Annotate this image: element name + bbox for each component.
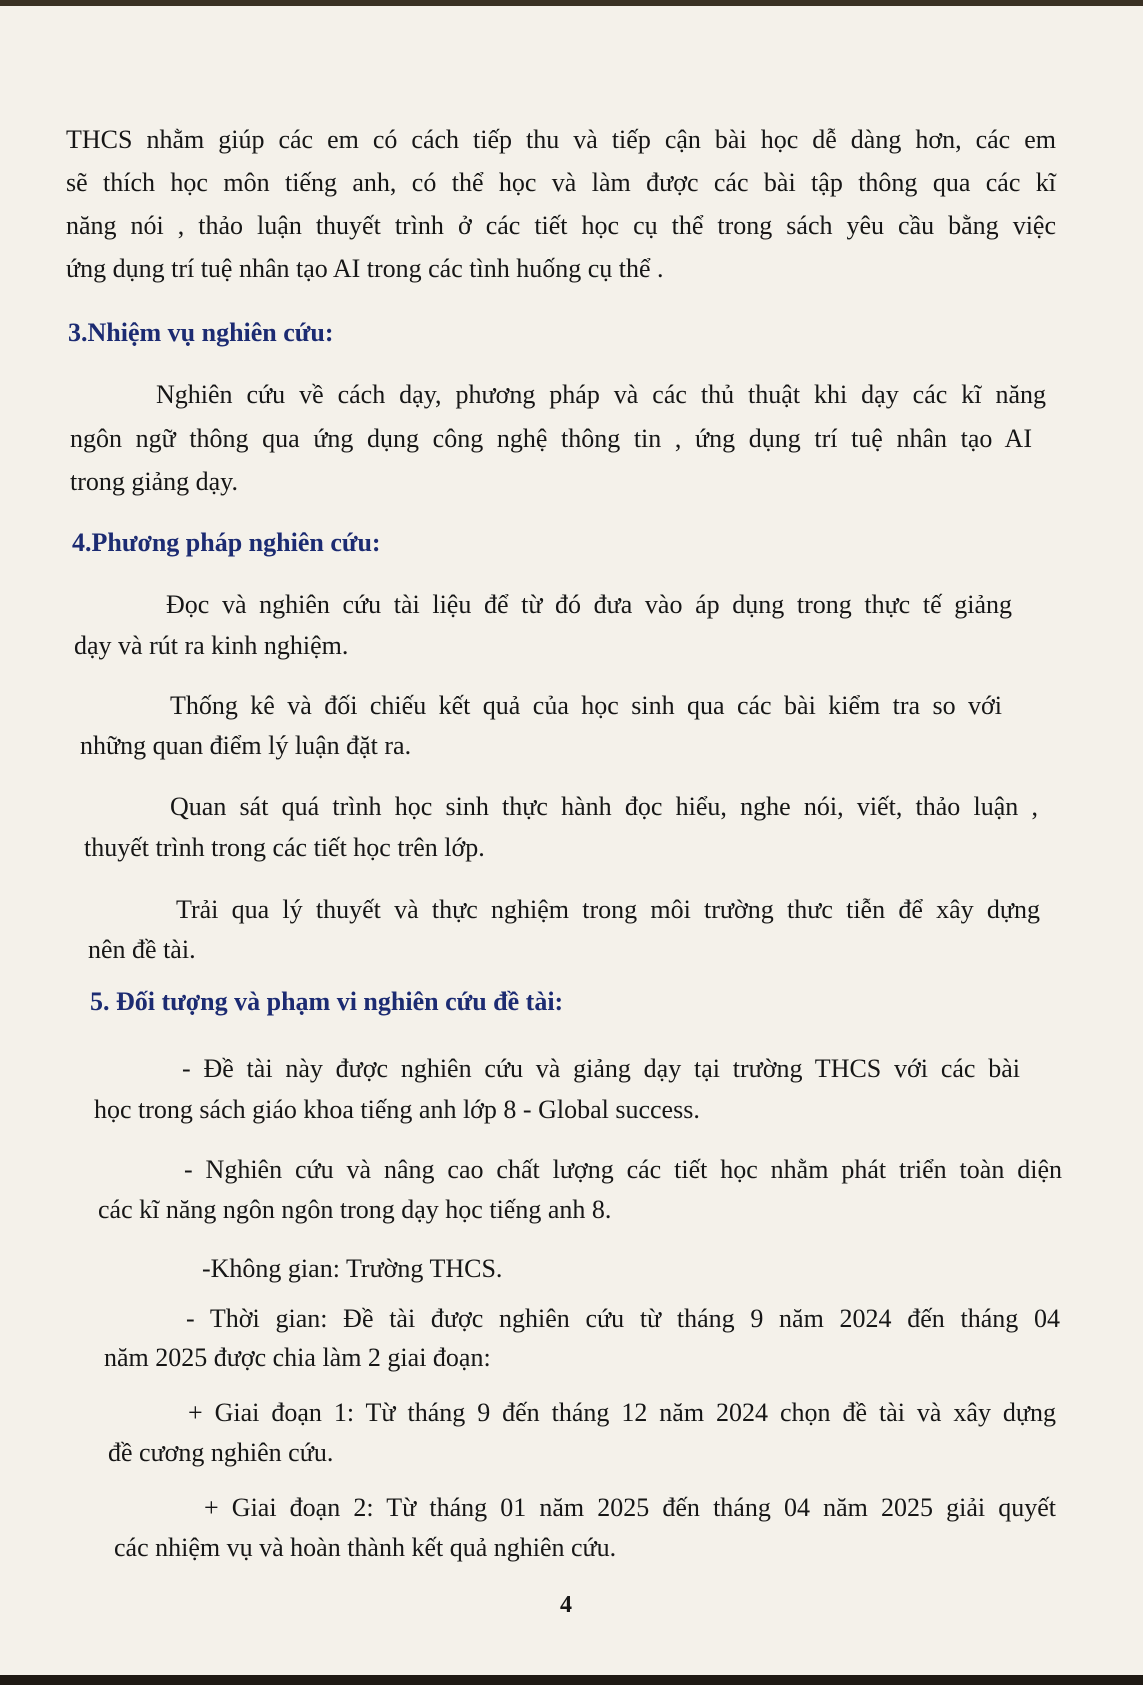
section-3-line-2: ngôn ngữ thông qua ứng dụng công nghệ thông tin , ứng dụng trí tuệ nhân tạo AI <box>70 424 1032 453</box>
section-5-p6-line-2: các nhiệm vụ và hoàn thành kết quả nghiên cứu. <box>114 1533 617 1562</box>
intro-line-4: ứng dụng trí tuệ nhân tạo AI trong các tình huống cụ thể . <box>66 254 664 283</box>
section-5-p4-line-1: - Thời gian: Đề tài được nghiên cứu từ tháng 9 năm 2024 đến tháng 04 <box>186 1304 1060 1333</box>
section-5-p2-line-2: các kĩ năng ngôn ngôn trong dạy học tiếng anh 8. <box>98 1195 612 1224</box>
section-4-p3-line-1: Quan sát quá trình học sinh thực hành đọc hiểu, nghe nói, viết, thảo luận , <box>170 792 1038 821</box>
section-5-p6-line-1: + Giai đoạn 2: Từ tháng 01 năm 2025 đến tháng 04 năm 2025 giải quyết <box>204 1493 1056 1522</box>
section-5-p5-line-2: đề cương nghiên cứu. <box>108 1438 334 1467</box>
intro-line-3: năng nói , thảo luận thuyết trình ở các tiết học cụ thể trong sách yêu cầu bằng việc <box>66 211 1056 240</box>
intro-line-2: sẽ thích học môn tiếng anh, có thể học và làm được các bài tập thông qua các kĩ <box>66 168 1056 197</box>
section-3-line-3: trong giảng dạy. <box>70 467 238 496</box>
section-4-p2-line-2: những quan điểm lý luận đặt ra. <box>80 731 412 760</box>
section-4-p2-line-1: Thống kê và đối chiếu kết quả của học sinh qua các bài kiểm tra so với <box>170 691 1002 720</box>
section-5-space-line: -Không gian: Trường THCS. <box>202 1254 503 1283</box>
section-5-p4-line-2: năm 2025 được chia làm 2 giai đoạn: <box>104 1343 491 1372</box>
section-5-p5-line-1: + Giai đoạn 1: Từ tháng 9 đến tháng 12 năm 2024 chọn đề tài và xây dựng <box>188 1398 1056 1427</box>
section-5-p2-line-1: - Nghiên cứu và nâng cao chất lượng các tiết học nhằm phát triển toàn diện <box>184 1155 1062 1184</box>
section-4-p4-line-1: Trải qua lý thuyết và thực nghiệm trong môi trường thưc tiễn để xây dựng <box>176 895 1040 924</box>
section-5-p1-line-1: - Đề tài này được nghiên cứu và giảng dạy tại trường THCS với các bài <box>182 1054 1020 1083</box>
section-4-heading: 4.Phương pháp nghiên cứu: <box>72 528 381 557</box>
scan-bottom-edge <box>0 1675 1143 1685</box>
section-4-p4-line-2: nên đề tài. <box>88 935 196 964</box>
intro-line-1: THCS nhằm giúp các em có cách tiếp thu và tiếp cận bài học dễ dàng hơn, các em <box>66 125 1056 154</box>
section-4-p3-line-2: thuyết trình trong các tiết học trên lớp. <box>84 833 485 862</box>
section-5-p1-line-2: học trong sách giáo khoa tiếng anh lớp 8 - Global success. <box>94 1095 700 1124</box>
page-number: 4 <box>560 1592 572 1618</box>
section-4-p1-line-2: dạy và rút ra kinh nghiệm. <box>74 631 349 660</box>
section-3-line-1: Nghiên cứu về cách dạy, phương pháp và các thủ thuật khi dạy các kĩ năng <box>156 380 1046 409</box>
section-4-p1-line-1: Đọc và nghiên cứu tài liệu để từ đó đưa vào áp dụng trong thực tế giảng <box>166 590 1012 619</box>
section-3-heading: 3.Nhiệm vụ nghiên cứu: <box>68 318 334 347</box>
section-5-heading: 5. Đối tượng và phạm vi nghiên cứu đề tài: <box>90 987 564 1016</box>
